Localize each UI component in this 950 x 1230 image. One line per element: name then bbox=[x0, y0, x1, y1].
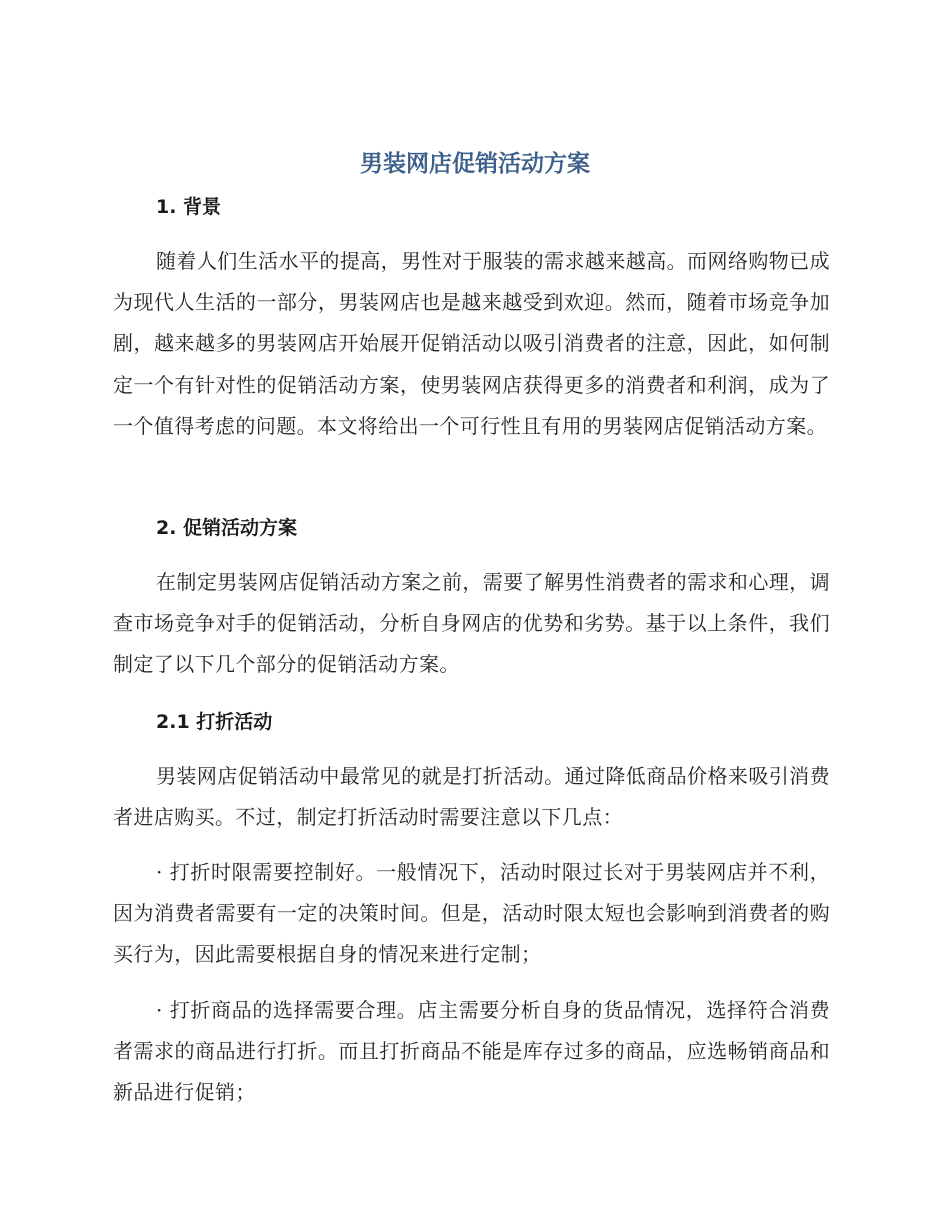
section-heading-promotion-plan: 2. 促销活动方案 bbox=[156, 517, 298, 539]
paragraph-promotion-plan: 在制定男装网店促销活动方案之前，需要了解男性消费者的需求和心理，调查市场竞争对手的促销活动，分析自身网店的优势和劣势。基于以上条件，我们制定了以下几个部分的促销活动方案。 bbox=[113, 570, 830, 677]
paragraph-background: 随着人们生活水平的提高，男性对于服装的需求越来越高。而网络购物已成为现代人生活的一部分，男装网店也是越来越受到欢迎。然而，随着市场竞争加剧，越来越多的男装网店开始展开促销活动以吸引消费者的注意，因此，如何制定一个有针对性的促销活动方案，使男装网店获得更多的消费者和利润，成为了一个值得考虑的问题。本文将给出一个可行性且有用的男装网店促销活动方案。 bbox=[113, 249, 830, 438]
bullet-discount-duration: · 打折时限需要控制好。一般情况下，活动时限过长对于男装网店并不利，因为消费者需要有一定的决策时间。但是，活动时限太短也会影响到消费者的购买行为，因此需要根据自身的情况来进行定制； bbox=[113, 860, 830, 967]
paragraph-discount-intro: 男装网店促销活动中最常见的就是打折活动。通过降低商品价格来吸引消费者进店购买。不过，制定打折活动时需要注意以下几点： bbox=[113, 764, 830, 830]
section-heading-background: 1. 背景 bbox=[156, 196, 222, 218]
section-heading-discount: 2.1 打折活动 bbox=[156, 711, 273, 733]
bullet-discount-selection: · 打折商品的选择需要合理。店主需要分析自身的货品情况，选择符合消费者需求的商品进行打折。而且打折商品不能是库存过多的商品，应选畅销商品和新品进行促销； bbox=[113, 998, 830, 1105]
document-title: 男装网店促销活动方案 bbox=[360, 151, 590, 177]
